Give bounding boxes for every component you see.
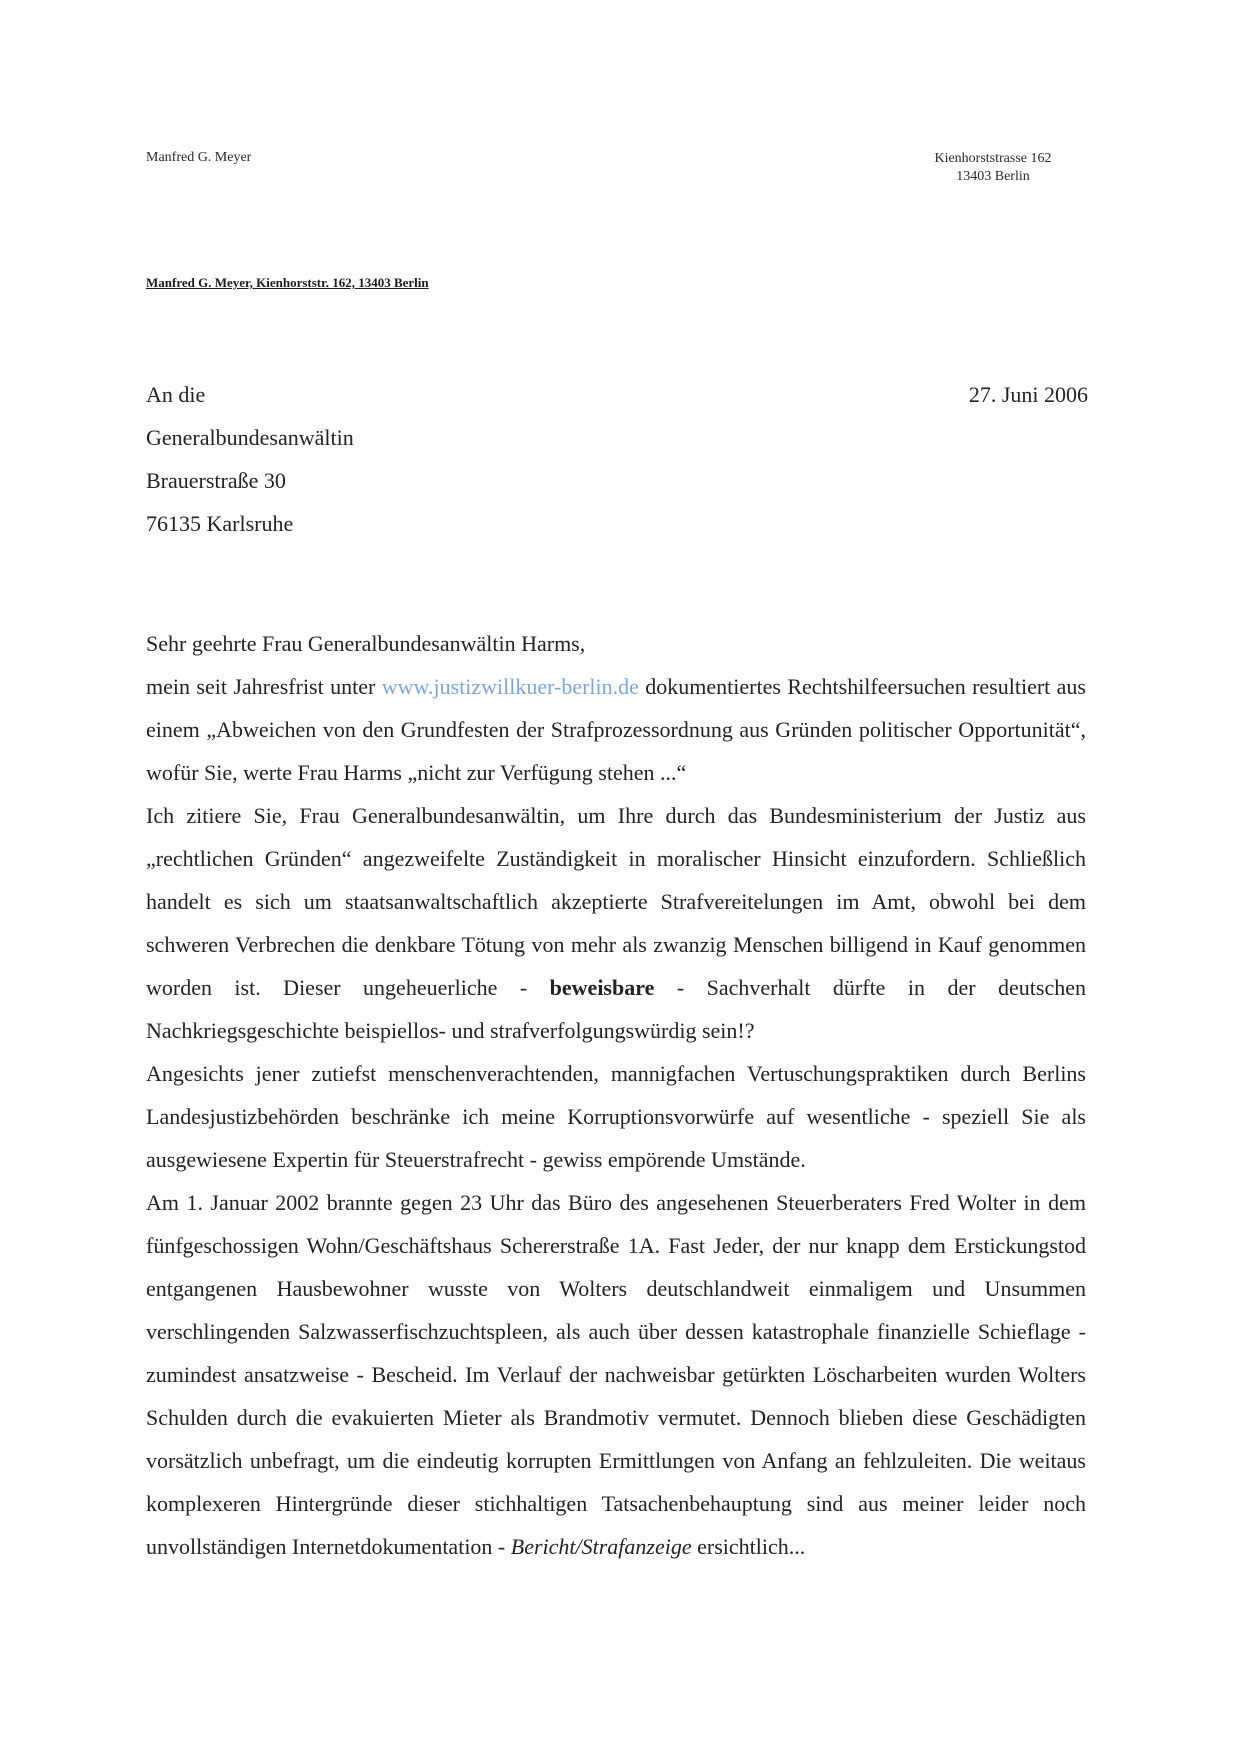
recipient-line-1: An die (146, 382, 206, 407)
website-link[interactable]: www.justizwillkuer-berlin.de (381, 674, 639, 699)
paragraph-2-text-a: Ich zitiere Sie, Frau Generalbundesanwältin, um Ihre durch das Bundesministerium der Justiz aus „rechtlichen Gründen“ angezweifelte Zuständigkeit in moralischer Hinsicht einzufordern. Schließlich handelt es sich um staatsanwaltschaftlich akzeptierte Strafvereitelungen im Amt, obwohl bei dem schweren Verbrechen die denkbare Tötung von mehr als zwanzig Menschen billigend in Kauf genommen worden ist. Dieser ungeheuerliche - (146, 803, 1086, 1000)
paragraph-1 (146, 665, 1086, 794)
paragraph-3: Angesichts jener zutiefst menschenverachtenden, mannigfachen Vertuschungspraktiken durch Berlins Landesjustizbehörden beschränke ich meine Korruptionsvorwürfe auf wesentliche - speziell Sie als ausgewiesene Expertin für Steuerstrafrecht - gewiss empörende Umstände. (146, 1061, 1086, 1172)
paragraph-4-text-a: Am 1. Januar 2002 brannte gegen 23 Uhr das Büro des angesehenen Steuerberaters Fred Wolter in dem fünfgeschossigen Wohn/Geschäftshaus Schererstraße 1A. Fast Jeder, der nur knapp dem Erstickungstod entgangenen Hausbewohner wusste von Wolters deutschlandweit einmaligem und Unsummen verschlingenden Salzwasserfischzuchtspleen, als auch über dessen katastrophale finanzielle Schieflage - zumindest ansatzweise - Bescheid. Im Verlauf der nachweisbar getürkten Löscharbeiten wurden Wolters Schulden durch die evakuierten Mieter als Brandmotiv vermutet. Dennoch blieben diese Geschädigten vorsätzlich unbefragt, um die eindeutig korrupten Ermittlungen von Anfang an fehlzuleiten. Die weitaus komplexeren Hintergründe dieser stichhaltigen Tatsachenbehauptung sind aus meiner leider noch unvollständigen Internetdokumentation - (146, 1190, 1086, 1559)
paragraph-1-text-a: mein seit Jahresfrist unter (146, 674, 382, 699)
recipient-line-2: Generalbundesanwältin (146, 425, 354, 450)
paragraph-1-text-b: dokumentiertes Rechtshilfeersuchen resultiert aus einem „Abweichen von den Grundfesten der Strafprozessordnung aus Gründen politischer Opportunität“, wofür Sie, werte Frau Harms „nicht zur Verfügung stehen ...“ (146, 674, 1086, 785)
return-address-line: Manfred G. Meyer, Kienhorststr. 162, 13403 Berlin (146, 275, 429, 290)
paragraph-4-text-b: ersichtlich... (691, 1534, 806, 1559)
emphasis-bold: beweisbare (549, 975, 655, 1000)
salutation: Sehr geehrte Frau Generalbundesanwältin Harms, (146, 631, 586, 656)
recipient-line-4: 76135 Karlsruhe (146, 511, 294, 536)
letter-date: 27. Juni 2006 (968, 382, 1088, 407)
paragraph-2 (146, 794, 1086, 1052)
paragraph-4 (146, 1181, 1086, 1568)
sender-name: Manfred G. Meyer (146, 150, 252, 165)
sender-street: Kienhorststrasse 162 (934, 151, 1052, 166)
sender-address (900, 150, 1086, 186)
sender-city: 13403 Berlin (956, 169, 1030, 184)
emphasis-italic: Bericht/Strafanzeige (510, 1534, 692, 1559)
paragraph-2-text-b: - Sachverhalt dürfte in der deutschen Nachkriegsgeschichte beispiellos- und strafverfolgungswürdig sein!? (146, 975, 1086, 1043)
letter-body (146, 665, 1086, 1568)
recipient-line-3: Brauerstraße 30 (146, 468, 286, 493)
recipient-address (146, 373, 354, 545)
